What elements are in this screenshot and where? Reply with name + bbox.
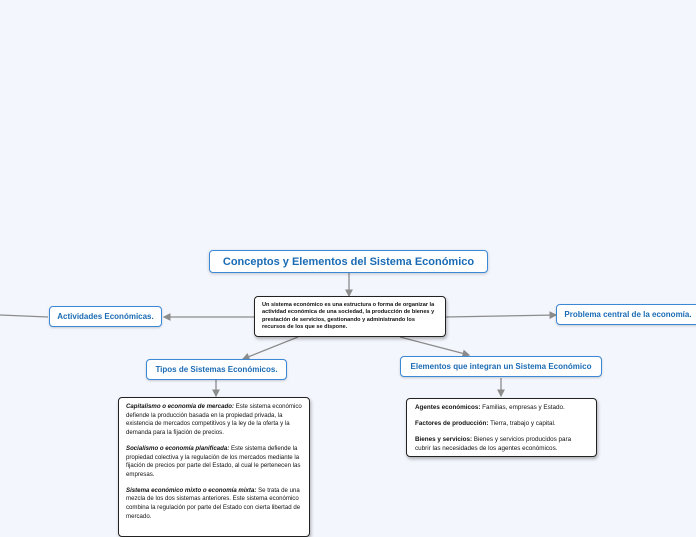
topic-problema-central[interactable]: [556, 304, 696, 325]
topic-elementos-sistema[interactable]: [400, 356, 602, 377]
element-text: Tierra, trabajo y capital.: [488, 420, 556, 428]
system-name: Socialismo o economía planificada:: [126, 444, 230, 452]
system-item: [126, 403, 302, 438]
topic-tipos-label: Tipos de Sistemas Económicos.: [155, 365, 278, 374]
element-text: Familias, empresas y Estado.: [480, 404, 565, 411]
system-name: Capitalismo o economía de mercado:: [126, 403, 235, 410]
system-name: Sistema económico mixto o economía mixta:: [126, 486, 257, 494]
element-item: [415, 420, 588, 428]
element-item: [415, 404, 588, 412]
link-activities-offscreen: [0, 315, 48, 317]
topic-actividades-economicas[interactable]: [49, 306, 162, 327]
system-desc: Se trata de una mezcla de los dos sistemas anteriores. Este sistema económico combina la regulación por parte del Estado con cierta libertad de mercado.: [126, 486, 301, 520]
system-item: [126, 487, 302, 522]
link-central-problem: [446, 315, 556, 317]
system-item: [126, 445, 302, 480]
element-item: [415, 436, 588, 452]
topic-elementos-label: Elementos que integran un Sistema Económico: [410, 362, 592, 371]
link-central-elements: [400, 337, 469, 355]
element-label: Bienes y servicios:: [415, 436, 473, 444]
main-topic-label: Conceptos y Elementos del Sistema Económico: [222, 255, 475, 268]
topic-tipos-sistemas[interactable]: [146, 359, 287, 380]
system-desc: Este sistema defiende la propiedad colectiva y la regulación de los mercados mediante la fijación de precios por parte del Estado, al cual le pertenecen las empresas.: [126, 444, 301, 478]
elements-description-box[interactable]: [406, 398, 597, 457]
element-text: Bienes y servicios producidos para cubrir las necesidades de los agentes económicos.: [415, 436, 572, 452]
link-central-types: [243, 337, 298, 359]
element-label: Factores de producción:: [415, 420, 489, 428]
systems-description-box[interactable]: [118, 397, 310, 537]
main-topic[interactable]: [209, 250, 488, 273]
element-label: Agentes económicos:: [415, 404, 481, 411]
central-definition-box[interactable]: [254, 296, 446, 337]
system-desc: Este sistema económico defiende la producción basada en la propiedad privada, la existencia de mercados competitivos y la ley de la oferta y la demanda para la fijación de precios.: [126, 403, 302, 437]
topic-problema-label: Problema central de la economía.: [564, 310, 692, 319]
central-definition-text: Un sistema económico es una estructura o forma de organizar la actividad económica de una sociedad, la producción de bienes y prestación de servicios, gestionando y administrando los recursos de los que se dispone.: [262, 302, 435, 331]
topic-actividades-label: Actividades Económicas.: [57, 312, 154, 321]
